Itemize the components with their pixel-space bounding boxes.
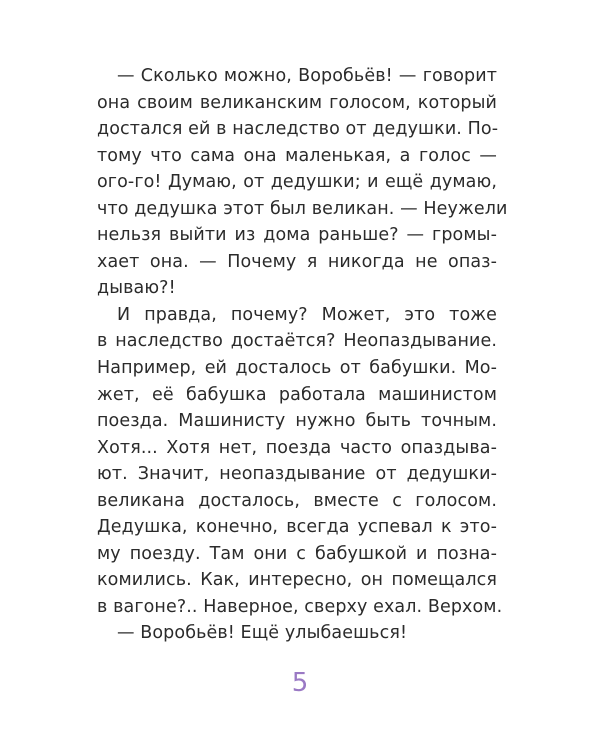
body-text: [97, 63, 508, 647]
text-line: дываю?!: [97, 278, 176, 299]
text-line: великана досталось, вместе с голосом.: [97, 490, 497, 511]
text-line: в вагоне?.. Наверное, сверху ехал. Верхом.: [97, 596, 503, 617]
page-number: 5: [291, 668, 309, 698]
text-line: поезда. Машинисту нужно быть точным.: [97, 411, 497, 432]
text-line: хает она. — Почему я никогда не опаз-: [97, 251, 497, 272]
text-line: — Сколько можно, Воробьёв! — говорит: [117, 66, 497, 86]
text-line: комились. Как, интересно, он помещался: [97, 570, 497, 591]
text-line: Хотя... Хотя нет, поезда часто опаздыва-: [97, 437, 497, 458]
text-line: жет, её бабушка работала машинистом: [97, 384, 497, 405]
text-line: му поезду. Там они с бабушкой и позна-: [97, 543, 497, 564]
text-line: — Воробьёв! Ещё улыбаешься!: [117, 623, 408, 644]
text-line: достался ей в наследство от дедушки. По-: [97, 119, 499, 140]
text-line: в наследство достаётся? Неопаздывание.: [97, 331, 497, 352]
text-line: нельзя выйти из дома раньше? — громы-: [97, 225, 497, 246]
text-line: тому что сама она маленькая, а голос —: [97, 145, 497, 166]
text-line: она своим великанским голосом, который: [97, 92, 497, 113]
text-line: Например, ей досталось от бабушки. Мо-: [97, 358, 497, 379]
text-line: что дедушка этот был великан. — Неужели: [97, 198, 508, 219]
text-line: Дедушка, конечно, всегда успевал к это-: [97, 517, 497, 538]
text-line: И правда, почему? Может, это тоже: [117, 304, 497, 325]
text-line: ют. Значит, неопаздывание от дедушки-: [97, 464, 497, 485]
text-line: ого-го! Думаю, от дедушки; и ещё думаю,: [97, 172, 497, 193]
